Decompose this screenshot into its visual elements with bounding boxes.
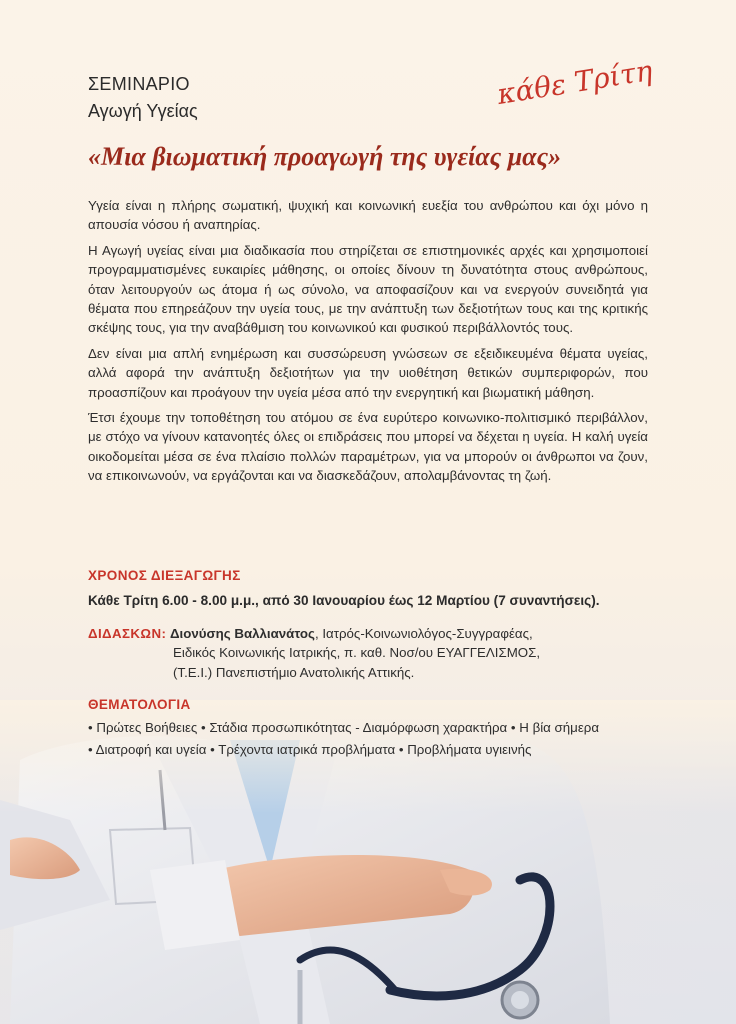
topic-item: Πρώτες Βοήθειες bbox=[96, 720, 198, 735]
topics-line-2 bbox=[88, 739, 599, 761]
topic-item: Προβλήματα υγιεινής bbox=[407, 742, 532, 757]
teachers-label: ΔΙΔΑΣΚΩΝ bbox=[88, 626, 162, 641]
seminar-subject: Αγωγή Υγείας bbox=[88, 101, 198, 121]
bullet-icon: • bbox=[88, 742, 96, 757]
intro-paragraph-2: Η Αγωγή υγείας είναι μια διαδικασία που στηρίζεται σε επιστημονικές αρχές και χρησιμοποιεί προγραμματισμένες ευκαιρίες μάθησης, οι οποίες δίνουν τη δυνατότητα στους ανθρώπους, όταν λειτουργούν ως άτομα ή ως σύνολο, να αποφασίζουν και να ενεργούν συνειδητά για θέματα που επηρεάζουν την υγεία τους, με την ανάπτυξη των δεξιοτήτων τους και της κριτικής σκέψης τους, για την αναβάθμιση του κοινωνικού και φυσικού περιβάλλοντός τους. bbox=[88, 242, 648, 336]
intro-text bbox=[88, 196, 648, 492]
topic-item: Τρέχοντα ιατρικά προβλήματα bbox=[218, 742, 396, 757]
teacher-title-line2: Ειδικός Κοινωνικής Ιατρικής, π. καθ. Νοσ/ου ΕΥΑΓΓΕΛΙΣΜΟΣ, bbox=[173, 645, 541, 661]
topics-heading: ΘΕΜΑΤΟΛΟΓΙΑ bbox=[88, 697, 191, 712]
schedule-heading: ΧΡΟΝΟΣ ΔΙΕΞΑΓΩΓΗΣ bbox=[88, 568, 241, 583]
intro-paragraph-3: Δεν είναι μια απλή ενημέρωση και συσσώρευση γνώσεων σε εξειδικευμένα θέματα υγείας, αλλά αφορά την ανάπτυξη δεξιοτήτων για την υιοθέτηση θετικών συμπεριφορών, που προασπίζουν και προάγουν την υγεία μέσα από την ενεργητική και βιωματική μάθηση. bbox=[88, 345, 648, 400]
seminar-label: ΣΕΜΙΝΑΡΙΟ bbox=[88, 74, 190, 94]
teacher-title-line3: (Τ.Ε.Ι.) Πανεπιστήμιο Ανατολικής Αττικής. bbox=[173, 664, 415, 680]
teachers-block bbox=[88, 624, 648, 682]
bullet-icon: • bbox=[200, 720, 210, 735]
seminar-headline: «Μια βιωματική προαγωγή της υγείας μας» bbox=[88, 142, 562, 171]
bullet-icon: • bbox=[88, 720, 97, 735]
topics-line-1 bbox=[88, 717, 599, 739]
bullet-icon: • bbox=[210, 742, 219, 757]
topics-list bbox=[88, 717, 599, 761]
every-tuesday-tagline: κάθε Τρίτη bbox=[494, 53, 655, 111]
topic-item: Στάδια προσωπικότητας - Διαμόρφωση χαρακτήρα bbox=[209, 720, 508, 735]
bullet-icon: • bbox=[510, 720, 520, 735]
teacher-title-line1: , Ιατρός-Κοινωνιολόγος-Συγγραφέας, bbox=[314, 626, 533, 641]
topic-item: Διατροφή και υγεία bbox=[95, 742, 207, 757]
teachers-colon: : bbox=[161, 626, 167, 641]
intro-paragraph-4: Έτσι έχουμε την τοποθέτηση του ατόμου σε ένα ευρύτερο κοινωνικο-πολιτισμικό περιβάλλον, με στόχο να γίνουν κατανοητές όλες οι επιδράσεις που μπορεί να δέχεται η υγεία. Η καλή υγεία οικοδομείται μέσα σε ένα πλαίσιο πολλών παραμέτρων, για να μπορούν οι άνθρωποι να ζουν, να επικοινωνούν, να εργάζονται και να διασκεδάζουν, απολαμβάνοντας τη ζωή. bbox=[88, 410, 648, 484]
intro-paragraph-1: Υγεία είναι η πλήρης σωματική, ψυχική και κοινωνική ευεξία του ανθρώπου και όχι μόνο η απουσία νόσου ή αναπηρίας. bbox=[88, 198, 648, 233]
schedule-text: Κάθε Τρίτη 6.00 - 8.00 μ.μ., από 30 Ιανουαρίου έως 12 Μαρτίου (7 συναντήσεις). bbox=[88, 593, 600, 608]
topic-item: Η βία σήμερα bbox=[519, 720, 600, 735]
bullet-icon: • bbox=[398, 742, 408, 757]
teacher-name: Διονύσης Βαλλιανάτος bbox=[170, 626, 315, 641]
